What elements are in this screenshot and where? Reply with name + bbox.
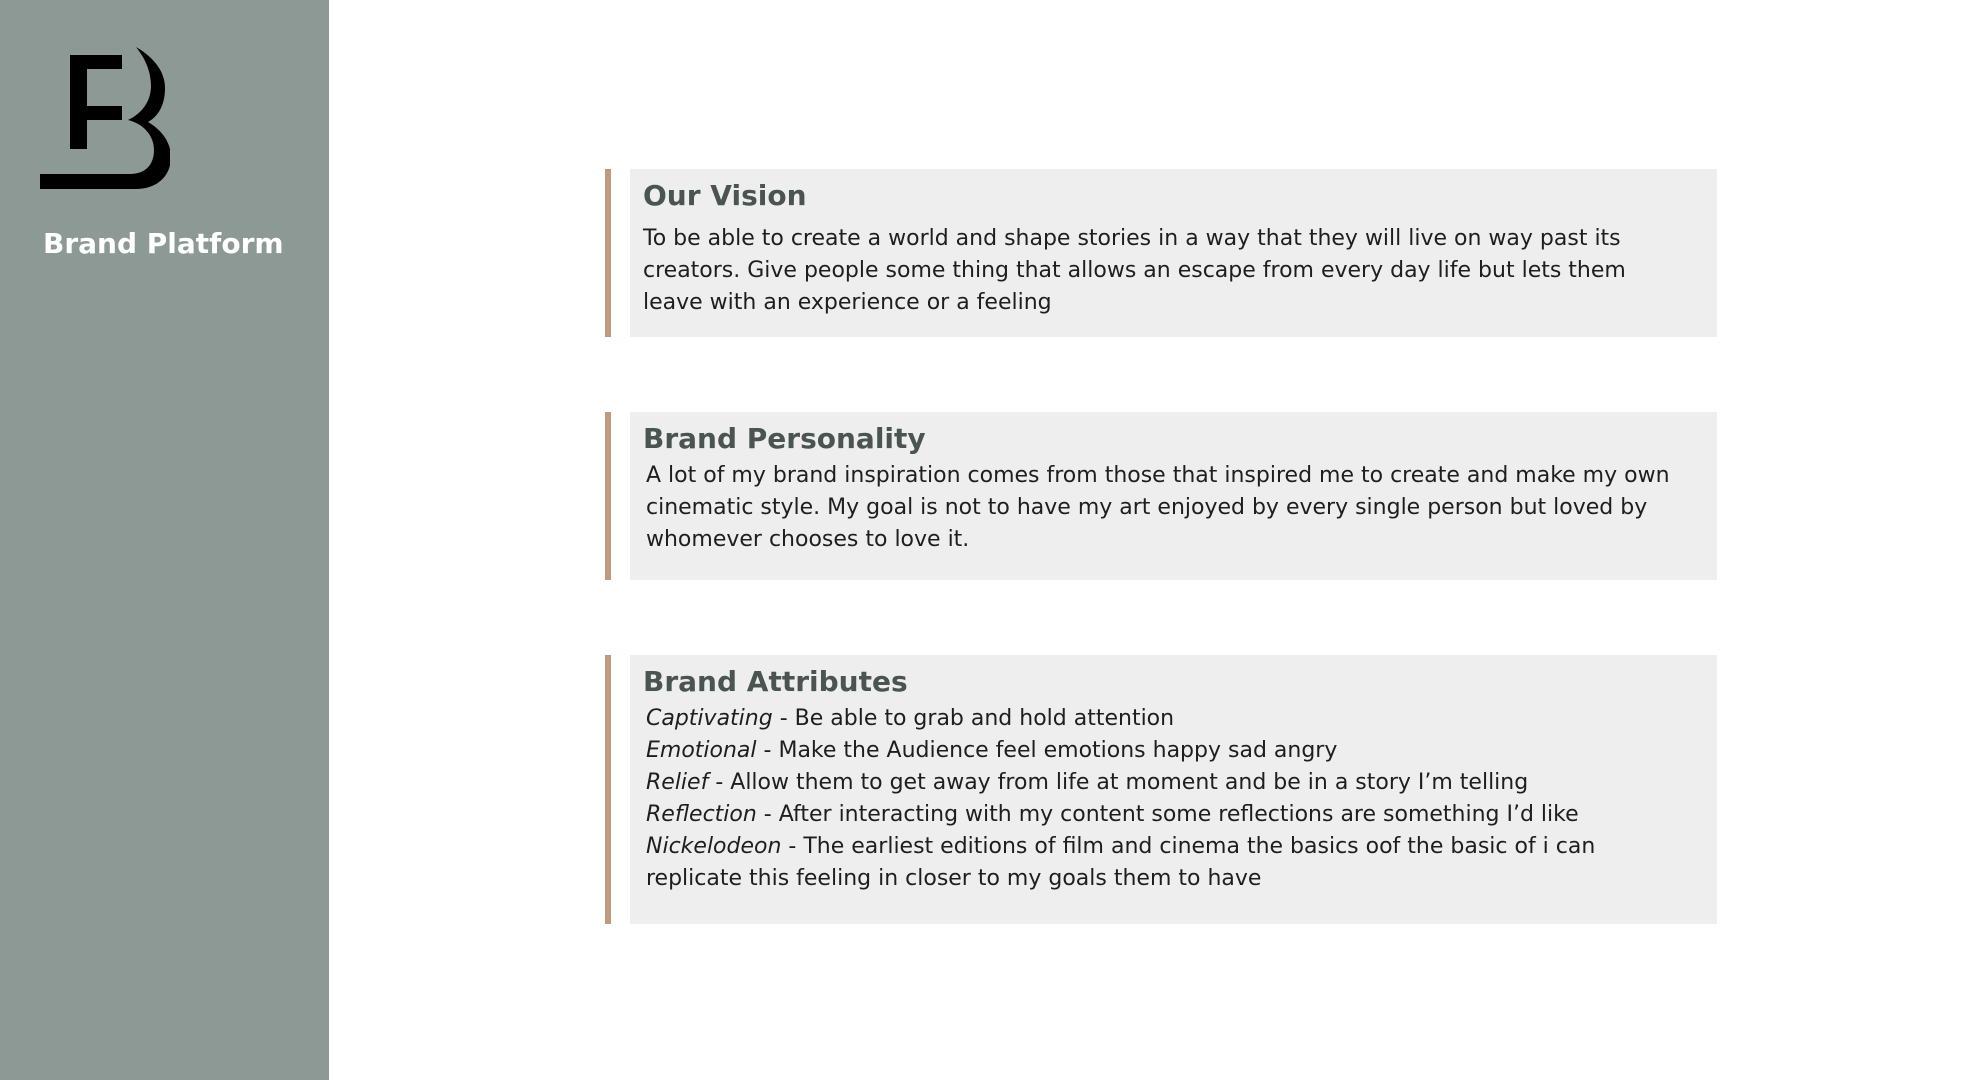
attribute-separator: - <box>772 706 795 731</box>
vision-section <box>605 169 1717 337</box>
attribute-separator: - <box>756 802 779 827</box>
attribute-item <box>646 735 1681 767</box>
attribute-description: Allow them to get away from life at moment and be in a story I’m telling <box>730 770 1529 795</box>
attribute-item <box>646 767 1681 799</box>
attributes-list <box>646 703 1681 895</box>
brand-b-logo-icon <box>40 42 170 192</box>
attributes-section <box>605 655 1717 924</box>
section-accent-bar <box>605 412 611 580</box>
attribute-item <box>646 831 1681 895</box>
personality-text: A lot of my brand inspiration comes from those that inspired me to create and make my own cinematic style. My goal is not to have my art enjoyed by every single person but loved by whomever chooses to love it. <box>646 463 1670 552</box>
attribute-description: The earliest editions of film and cinema the basics oof the basic of i can replicate this feeling in closer to my goals them to have <box>646 834 1596 891</box>
attribute-term: Nickelodeon <box>646 834 782 859</box>
attribute-separator: - <box>708 770 731 795</box>
attribute-term: Relief <box>646 770 709 795</box>
vision-text: To be able to create a world and shape stories in a way that they will live on way past its creators. Give people some thing that allows an escape from every day life but lets them leave with an experience or a feeling <box>643 226 1626 315</box>
attribute-term: Captivating <box>646 706 773 731</box>
attribute-term: Reflection <box>646 802 757 827</box>
attributes-heading: Brand Attributes <box>643 665 908 698</box>
personality-section <box>605 412 1717 580</box>
sidebar <box>0 0 329 1080</box>
section-accent-bar <box>605 169 611 337</box>
sidebar-title: Brand Platform <box>43 227 284 260</box>
personality-heading: Brand Personality <box>643 422 926 455</box>
vision-heading: Our Vision <box>643 179 807 212</box>
attribute-description: After interacting with my content some reflections are something I’d like <box>778 802 1579 827</box>
attribute-description: Make the Audience feel emotions happy sad angry <box>778 738 1338 763</box>
attribute-description: Be able to grab and hold attention <box>794 706 1175 731</box>
section-accent-bar <box>605 655 611 924</box>
attribute-item <box>646 799 1681 831</box>
attribute-item <box>646 703 1681 735</box>
attribute-separator: - <box>756 738 779 763</box>
attribute-separator: - <box>781 834 804 859</box>
attribute-term: Emotional <box>646 738 757 763</box>
